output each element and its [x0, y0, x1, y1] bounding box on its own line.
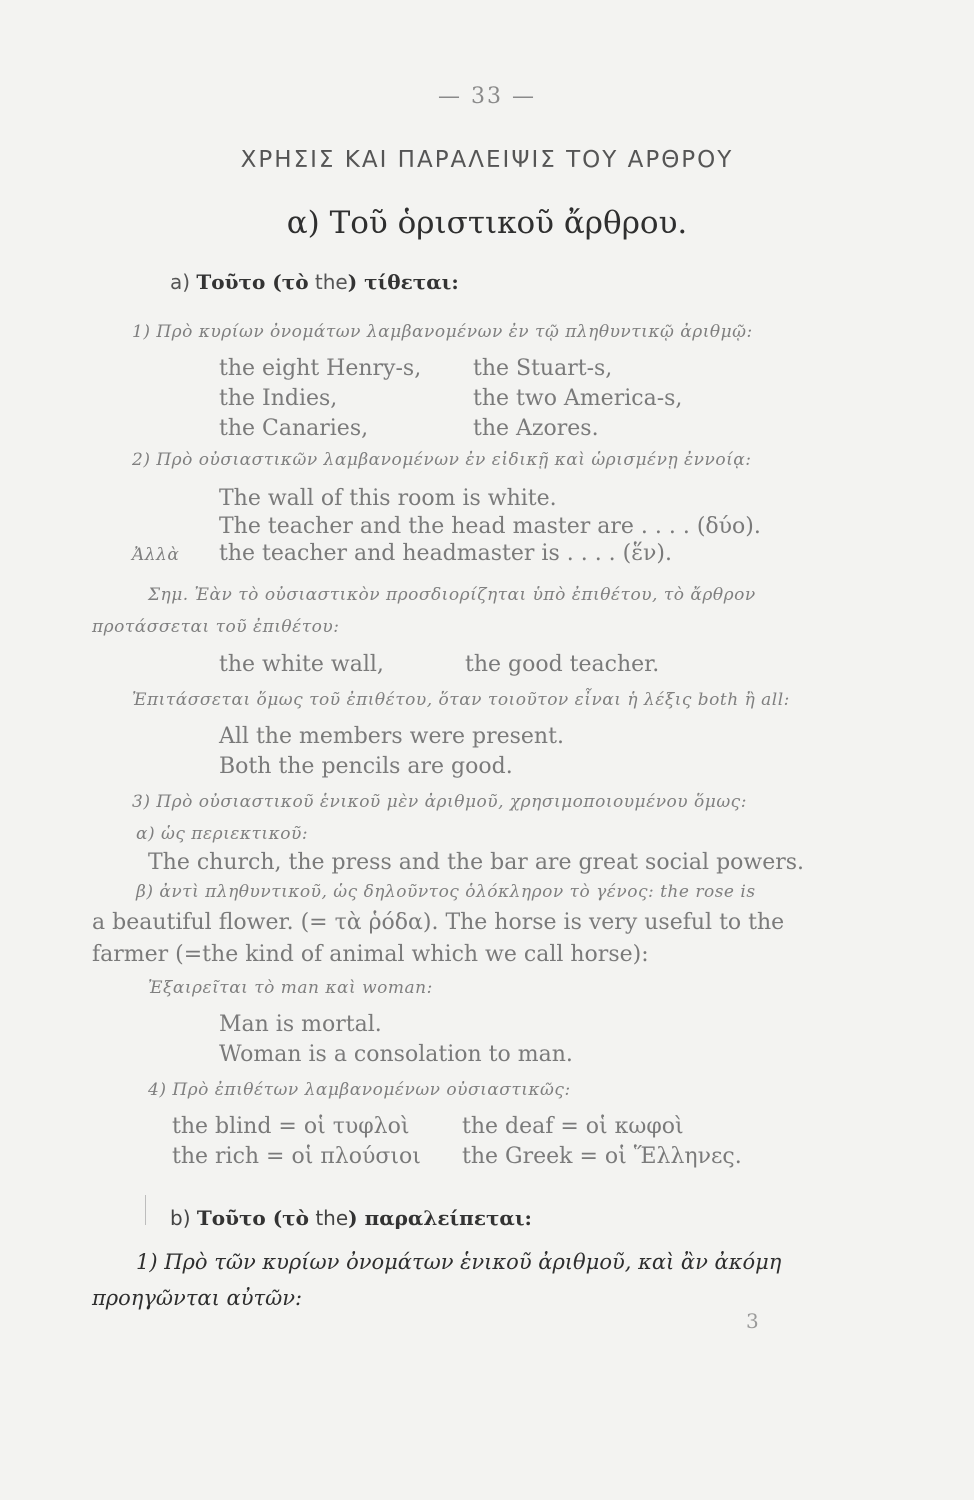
example-4d: the Greek = οἱ Ἕλληνες.	[462, 1144, 742, 1169]
example-2b: The teacher and the head master are . . . . (δύο).	[219, 514, 761, 539]
example-4c: the rich = οἱ πλούσιοι	[172, 1144, 421, 1169]
section-title: α) Τοῦ ὁριστικοῦ ἄρθρου.	[286, 205, 688, 241]
note-line-2: προτάσσεται τοῦ ἐπιθέτου:	[92, 617, 340, 637]
example-1f: the Azores.	[473, 416, 599, 441]
sheet-number: 3	[746, 1309, 759, 1333]
section-b-title-end: ) παραλείπεται:	[348, 1206, 532, 1230]
margin-mark	[145, 1195, 146, 1225]
section-a-title-start: Τοῦτο (τὸ	[196, 270, 309, 294]
rule-1: 1) Πρὸ κυρίων ὀνομάτων λαμβανομένων ἐν τῷ πληθυντικῷ ἀριθμῷ:	[132, 322, 753, 342]
section-b-heading	[170, 1206, 532, 1230]
chapter-title: ΧΡΗΣΙΣ ΚΑΙ ΠΑΡΑΛΕΙΨΙΣ ΤΟΥ ΑΡΘΡΟΥ	[240, 147, 734, 173]
rule-3b: β) ἀντὶ πληθυντικοῦ, ὡς δηλοῦντος ὁλόκληρον τὸ γένος: the rose is	[136, 882, 756, 902]
example-1d: the two America-s,	[473, 386, 683, 411]
section-b-title-start: Τοῦτο (τὸ	[196, 1206, 309, 1230]
example-1c: the Indies,	[219, 386, 338, 411]
page-number: — 33 —	[438, 84, 536, 109]
example-note-d: Both the pencils are good.	[219, 754, 513, 779]
example-note-c: All the members were present.	[219, 724, 564, 749]
section-a-title-end: ) τίθεται:	[347, 270, 459, 294]
example-1e: the Canaries,	[219, 416, 369, 441]
note-line-3: Ἐπιτάσσεται ὅμως τοῦ ἐπιθέτου, ὅταν τοιοῦτον εἶναι ἡ λέξις both ἢ all:	[132, 690, 790, 710]
example-3b-1: a beautiful flower. (= τὰ ῥόδα). The horse is very useful to the	[92, 910, 785, 935]
example-note-b: the good teacher.	[465, 652, 660, 677]
example-2c: the teacher and headmaster is . . . . (ἕν).	[219, 541, 673, 566]
rule-3: 3) Πρὸ οὐσιαστικοῦ ἑνικοῦ μὲν ἀριθμοῦ, χρησιμοποιουμένου ὅμως:	[132, 792, 747, 812]
example-4b: the deaf = οἱ κωφοὶ	[462, 1114, 684, 1139]
example-2a: The wall of this room is white.	[219, 486, 557, 511]
example-4a: the blind = οἱ τυφλοὶ	[172, 1114, 410, 1139]
rule-3c: Ἐξαιρεῖται τὸ man καὶ woman:	[148, 978, 433, 998]
rule-b1-line1: 1) Πρὸ τῶν κυρίων ὀνομάτων ἑνικοῦ ἀριθμοῦ, καὶ ἂν ἀκόμη	[136, 1250, 782, 1274]
rule-2: 2) Πρὸ οὐσιαστικῶν λαμβανομένων ἐν εἰδικῇ καὶ ὡρισμένῃ ἐννοίᾳ:	[132, 450, 752, 470]
section-a-label: a)	[170, 270, 191, 294]
rule-4: 4) Πρὸ ἐπιθέτων λαμβανομένων οὐσιαστικῶς:	[148, 1080, 571, 1100]
example-1a: the eight Henry-s,	[219, 356, 422, 381]
example-3c-2: Woman is a consolation to man.	[219, 1042, 573, 1067]
section-b-label: b)	[170, 1206, 191, 1230]
example-3c-1: Man is mortal.	[219, 1012, 382, 1037]
example-3b-2: farmer (=the kind of animal which we call horse):	[92, 942, 649, 967]
rule-3a: α) ὡς περιεκτικοῦ:	[136, 824, 309, 844]
example-3a: The church, the press and the bar are great social powers.	[148, 850, 805, 875]
section-a-the: the	[314, 270, 348, 294]
section-a-heading	[170, 270, 459, 294]
section-b-the: the	[315, 1206, 349, 1230]
example-note-a: the white wall,	[219, 652, 384, 677]
rule-b1-line2: προηγῶνται αὐτῶν:	[92, 1286, 303, 1310]
example-1b: the Stuart-s,	[473, 356, 613, 381]
note-line-1: Σημ. Ἐὰν τὸ οὐσιαστικὸν προσδιορίζηται ὑπὸ ἐπιθέτου, τὸ ἄρθρον	[148, 585, 756, 605]
example-2c-prefix: Ἀλλὰ	[132, 545, 180, 565]
